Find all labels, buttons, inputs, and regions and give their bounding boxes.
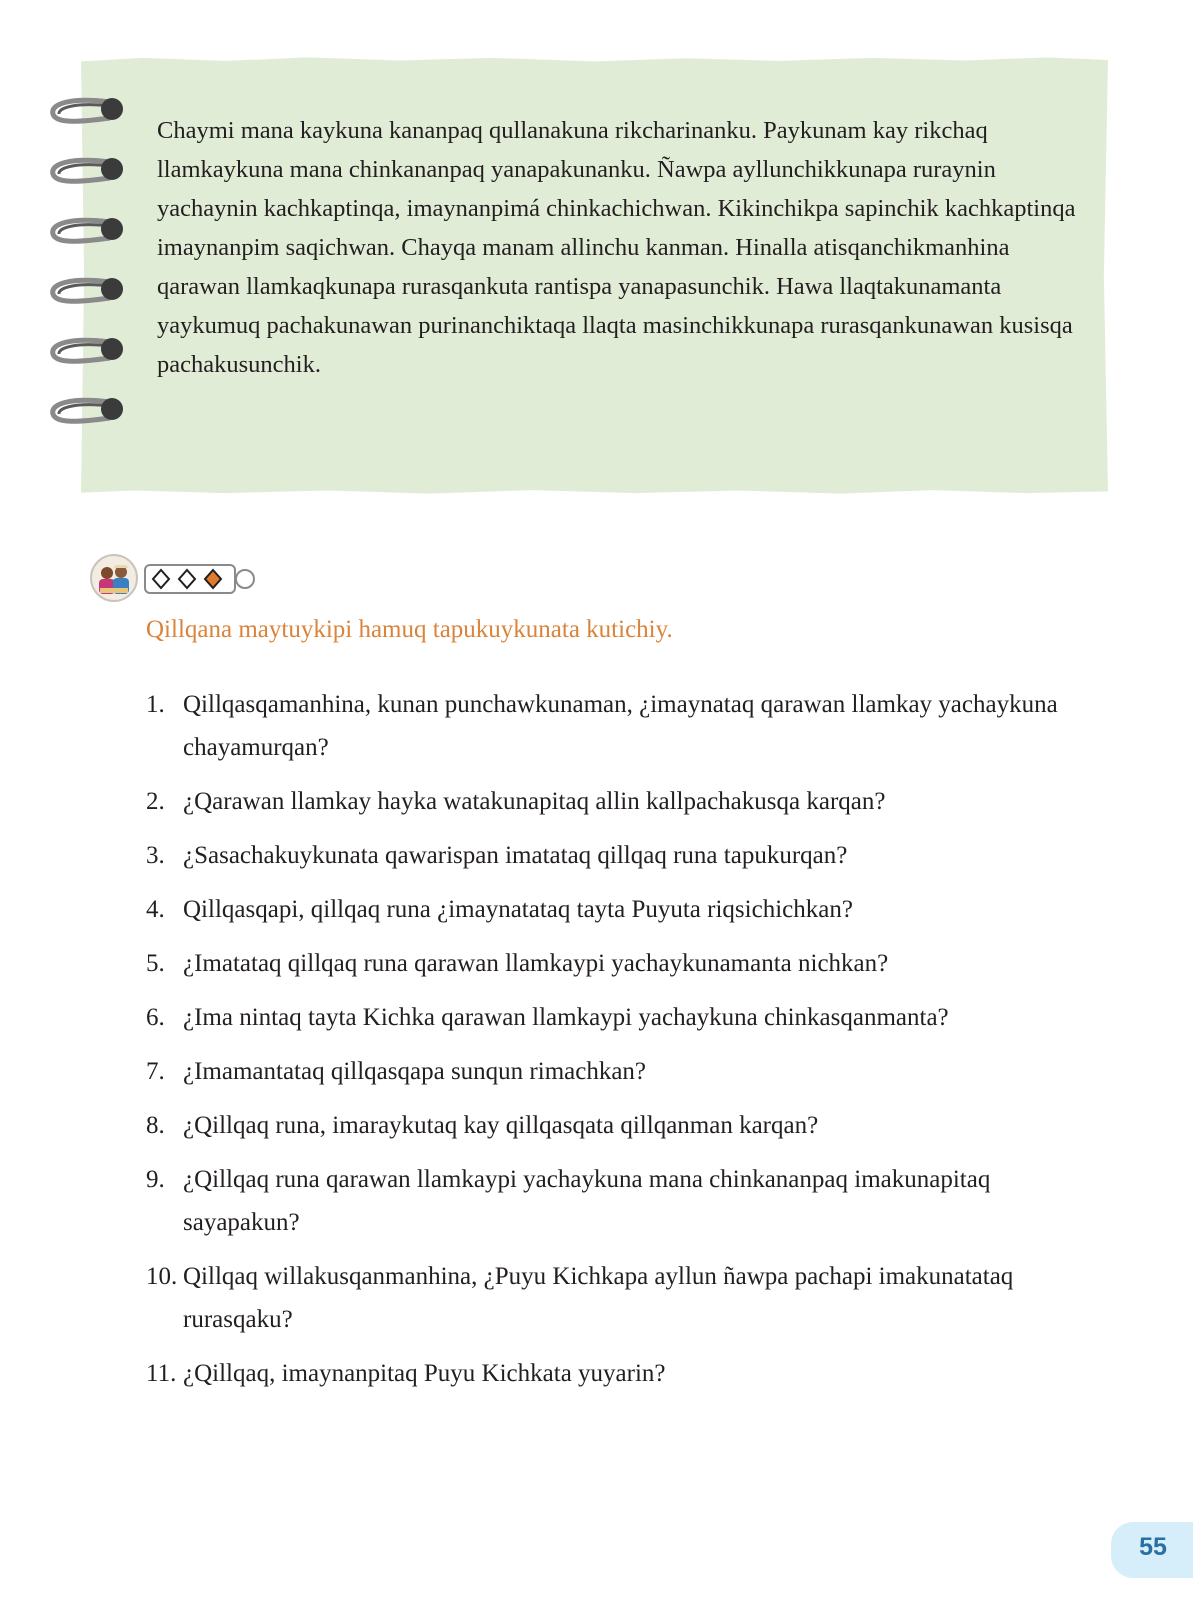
question-item: 2. ¿Qarawan llamkay hayka watakunapitaq allin kallpachakusqa karqan? (146, 788, 886, 815)
question-item: 7. ¿Imamantataq qillqasqapa sunqun rimachkan? (146, 1058, 647, 1085)
question-item: 3. ¿Sasachakuykunata qawarispan imatataq qillqaq runa tapukurqan? (146, 842, 848, 869)
note-paragraph: Chaymi mana kaykuna kananpaq qullanakuna rikcharinanku. Paykunam kay rikchaq llamkaykuna mana chinkananpaq yanapakunanku. Ñawpa ayllunchikkunapa ruraynin yachaynin kachkaptinqa, imaynanpimá chinkachichwan. Kikinchikpa sapinchik kachkaptinqa imaynanpim saqichwan. Chayqa manam allinchu kanman. Hinalla atisqanchikmanhina qarawan llamkaqkunapa rurasqankuta rantispa yanapasunchik. Hawa llaqtakunamanta yaykumuq pachakunawan purinanchiktaqa llaqta masinchikkunapa rurasqankunawan kusisqa pachakusunchik. (157, 117, 1076, 378)
question-item: 5. ¿Imatataq qillqaq runa qarawan llamkaypi yachaykunamanta nichkan? (146, 950, 889, 977)
activity-instruction: Qillqana maytuykipi hamuq tapukuykunata kutichiy. (146, 616, 673, 643)
spiral-binding-icon (50, 92, 130, 442)
question-item: 10. Qillqaq willakusqanmanhina, ¿Puyu Kichkapa ayllun ñawpa pachapi imakunatataq rurasqaku? (146, 1263, 1014, 1333)
question-item: 9. ¿Qillqaq runa qarawan llamkaypi yachaykuna mana chinkananpaq imakunapitaq sayapakun? (146, 1166, 991, 1236)
question-item: 11. ¿Qillqaq, imaynanpitaq Puyu Kichkata yuyarin? (146, 1360, 666, 1387)
question-item: 1. Qillqasqamanhina, kunan punchawkunaman, ¿imaynataq qarawan llamkay yachaykuna chayamurqan? (146, 691, 1058, 761)
question-item: 4. Qillqasqapi, qillqaq runa ¿imaynatataq tayta Puyuta riqsichichkan? (146, 896, 853, 923)
question-item: 6. ¿Ima nintaq tayta Kichka qarawan llamkaypi yachaykuna chinkasqanmanta? (146, 1004, 949, 1031)
page-number: 55 (1139, 1533, 1167, 1561)
difficulty-level-icon (143, 562, 261, 596)
question-list (146, 683, 1106, 1406)
students-avatar-icon (90, 554, 138, 602)
question-item: 8. ¿Qillqaq runa, imaraykutaq kay qillqasqata qillqanman karqan? (146, 1112, 819, 1139)
